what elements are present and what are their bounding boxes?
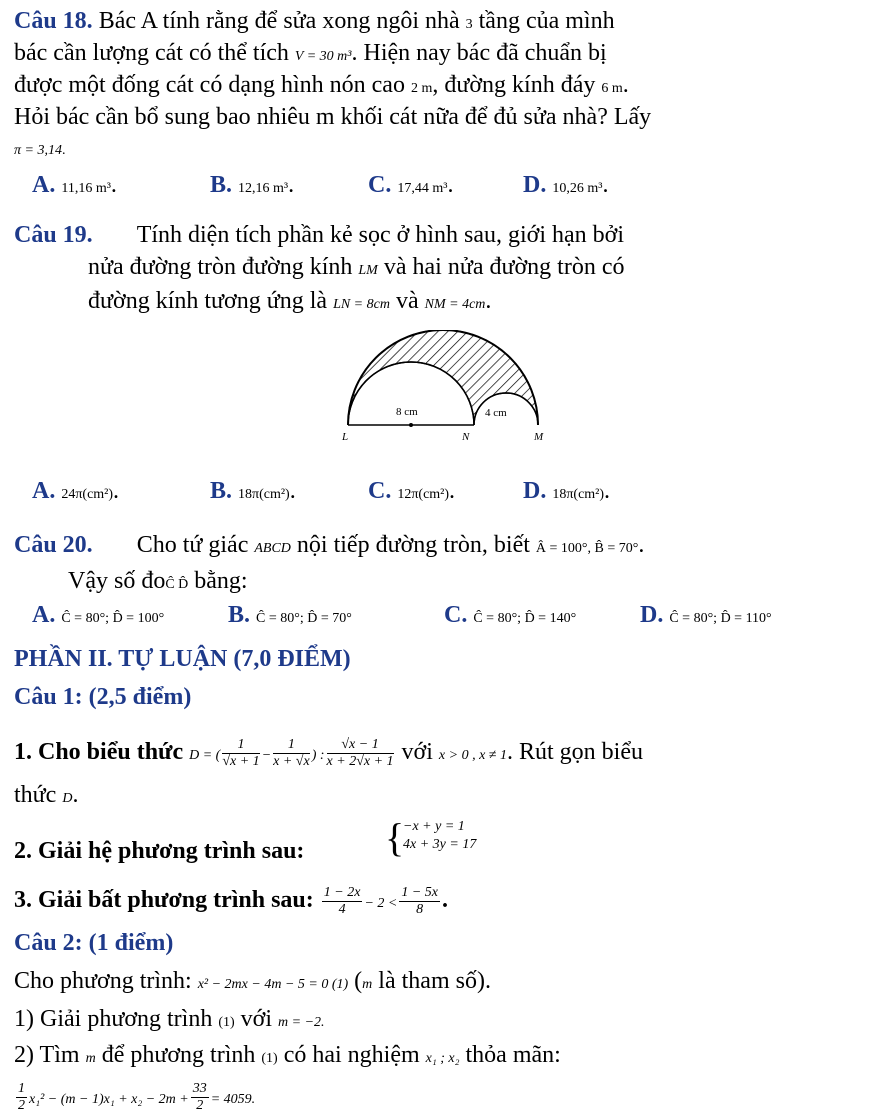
c1-condition: x > 0 , x ≠ 1 — [438, 748, 507, 763]
q19-ln: LN = 8cm — [333, 297, 390, 312]
c2-text-1c: là tham số). — [378, 968, 491, 994]
c1-p3-end: . — [442, 887, 449, 913]
c1-p1 — [14, 730, 643, 778]
c2-m: m — [362, 977, 373, 992]
q19-lm: LM — [358, 263, 378, 278]
q18-option-b[interactable]: B. 12,16 m³. — [210, 172, 295, 198]
q18-text-3c: . — [622, 72, 629, 98]
option-letter: C. — [444, 602, 468, 628]
q18-line3 — [14, 70, 629, 104]
option-letter: D. — [523, 172, 547, 198]
option-value: 12π(cm²) — [397, 487, 450, 502]
option-letter: A. — [32, 602, 56, 628]
label-8cm: 8 cm — [396, 406, 418, 418]
c2-text-3c: có hai nghiệm — [283, 1042, 420, 1068]
option-letter: A. — [32, 478, 56, 504]
c1-p3 — [14, 878, 448, 926]
c1-with: với — [401, 739, 433, 765]
option-value: 17,44 m³ — [397, 181, 448, 196]
q19-figure — [330, 330, 560, 445]
c2-cond-mid: x₁² − (m − 1)x₁ + x₂ − 2m + — [29, 1092, 189, 1107]
q20-option-d[interactable] — [640, 600, 772, 634]
c2-text-2b: với — [240, 1006, 273, 1032]
c2-frac-1-den: 2 — [18, 1097, 25, 1113]
ineq-frac-1-den: 4 — [338, 901, 346, 917]
option-value: 12,16 m³ — [238, 181, 289, 196]
q18-line4: Hỏi bác cần bổ sung bao nhiêu m khối cát nữa để đủ sửa nhà? Lấy — [14, 104, 652, 130]
eq1: −x + y = 1 — [403, 819, 465, 834]
q20-option-a[interactable] — [32, 600, 164, 634]
minus: − — [261, 748, 272, 763]
label-L: L — [342, 431, 349, 443]
c1-dvar: D — [62, 791, 73, 806]
q18-text-2b: . Hiện nay bác đã chuẩn bị — [351, 40, 607, 66]
q19-nm: NM = 4cm — [424, 297, 486, 312]
c2-text-2: 1) Giải phương trình — [14, 1006, 213, 1032]
brace-icon: { — [385, 815, 405, 860]
c2-eq-ref-2: (1) — [261, 1051, 278, 1066]
q19-text-2: nửa đường tròn đường kính — [88, 254, 353, 280]
c2-frac-2-den: 2 — [196, 1097, 204, 1113]
q20-text-1b: nội tiếp đường tròn, biết — [296, 532, 530, 558]
q19-option-a[interactable]: A. 24π(cm²). — [32, 478, 120, 504]
part2-heading: PHẦN II. TỰ LUẬN (7,0 ĐIỂM) — [14, 646, 351, 672]
label-N: N — [462, 431, 470, 443]
option-value: 24π(cm²) — [61, 487, 114, 502]
q18-option-a[interactable]: A. 11,16 m³. — [32, 172, 117, 198]
q18-text-3b: , đường kính đáy — [432, 72, 596, 98]
option-letter: D. — [640, 602, 664, 628]
option-value: 10,26 m³ — [552, 181, 603, 196]
ineq-frac-1 — [322, 885, 363, 918]
c2-equation: x² − 2mx − 4m − 5 = 0 (1) — [197, 977, 349, 992]
q20-text-2: Vậy số đo — [68, 568, 166, 594]
q18-line1 — [14, 6, 615, 40]
q20-text-1: Cho tứ giác — [136, 532, 249, 558]
angle-cd-icon: Ĉ D̂ — [165, 577, 189, 592]
c2-frac-1-num: 1 — [18, 1080, 25, 1096]
c2-eq-ref: (1) — [218, 1015, 235, 1030]
q19-text-1: Tính diện tích phần kẻ sọc ở hình sau, giới hạn bởi — [136, 222, 625, 248]
c2-line1 — [14, 966, 491, 1000]
c1-p1d: thức — [14, 782, 57, 808]
option-value: Ĉ = 80°; D̂ = 70° — [256, 611, 352, 626]
option-value: 18π(cm²) — [238, 487, 290, 502]
c1-p2 — [14, 836, 304, 866]
c1-p1e: . — [72, 782, 79, 808]
frac-1-den: √x + 1 — [222, 753, 260, 769]
option-letter: C. — [368, 478, 392, 504]
q18-line2 — [14, 38, 607, 72]
q20-line2 — [68, 566, 248, 600]
q19-option-c[interactable]: C. 12π(cm²). — [368, 478, 456, 504]
c2-mval: m = −2. — [278, 1015, 325, 1030]
q18-text-1b: tầng của mình — [478, 8, 615, 34]
q18-option-d[interactable]: D. 10,26 m³. — [523, 172, 609, 198]
q18-text-3: được một đống cát có dạng hình nón cao — [14, 72, 405, 98]
q20-option-c[interactable] — [444, 600, 576, 634]
q19-text-3: đường kính tương ứng là — [88, 288, 328, 314]
c2-text-3: 2) Tìm — [14, 1042, 80, 1068]
q19-text-2b: và hai nửa đường tròn có — [383, 254, 625, 280]
q20-line1: Câu 20. Cho tứ giác ABCD nội tiếp đường tròn, biết Â = 100°, B̂ = 70°. — [14, 532, 645, 558]
c2-cond-end: = 4059. — [210, 1092, 256, 1107]
q19-line1 — [14, 220, 624, 250]
q19-and: và — [395, 288, 419, 314]
ineq-frac-2-den: 8 — [416, 901, 424, 917]
option-letter: A. — [32, 172, 56, 198]
q18-label: Câu 18. — [14, 8, 93, 34]
q19-option-d[interactable]: D. 18π(cm²). — [523, 478, 611, 504]
q19-option-b[interactable]: B. 18π(cm²). — [210, 478, 296, 504]
label-4cm: 4 cm — [485, 407, 507, 419]
c1-p3-text: 3. Giải bất phương trình sau: — [14, 887, 314, 913]
q18-floors: 3 — [465, 17, 473, 32]
shaded-region — [348, 330, 538, 425]
q19-line2 — [88, 252, 625, 286]
option-value: Ĉ = 80°; D̂ = 110° — [669, 611, 772, 626]
c2-line3 — [14, 1040, 561, 1074]
c2-m-2: m — [85, 1051, 96, 1066]
c2-text-3b: để phương trình — [101, 1042, 256, 1068]
center-dot — [409, 423, 413, 427]
c1-p2-text: 2. Giải hệ phương trình sau: — [14, 838, 305, 864]
c2-frac-2 — [191, 1081, 209, 1114]
q19-line3: đường kính tương ứng là LN = 8cm và NM = 4cm. — [88, 288, 492, 314]
ineq-frac-2 — [399, 885, 440, 918]
c1-p1-line2 — [14, 780, 78, 814]
option-letter: B. — [210, 172, 233, 198]
c2-text-3d: thỏa mãn: — [465, 1042, 561, 1068]
frac-1 — [222, 737, 259, 770]
q20-given: Â = 100°, B̂ = 70° — [535, 541, 639, 556]
q19-label: Câu 19. — [14, 222, 93, 248]
frac-2-num: 1 — [273, 737, 310, 754]
q20-label: Câu 20. — [14, 532, 93, 558]
eq2: 4x + 3y = 17 — [403, 837, 477, 852]
frac-1-num: 1 — [222, 737, 259, 754]
c1-p1-text: 1. Cho biểu thức — [14, 739, 184, 765]
option-value: Ĉ = 80°; D̂ = 140° — [473, 611, 577, 626]
ineq-frac-2-num: 1 − 5x — [401, 884, 439, 900]
c1-heading: Câu 1: (2,5 điểm) — [14, 684, 192, 710]
option-value: Ĉ = 80°; D̂ = 100° — [61, 611, 165, 626]
c2-line2 — [14, 1004, 325, 1038]
q18-option-c[interactable]: C. 17,44 m³. — [368, 172, 454, 198]
q18-pi-value: π = 3,14 — [14, 143, 62, 158]
c2-heading: Câu 2: (1 điểm) — [14, 930, 174, 956]
expr-lhs: D = ( — [189, 748, 221, 763]
c2-text-1: Cho phương trình: — [14, 968, 192, 994]
ineq-frac-1-num: 1 − 2x — [323, 884, 361, 900]
c2-roots: x₁ ; x₂ — [425, 1051, 460, 1066]
option-letter: D. — [523, 478, 547, 504]
q18-text-1: Bác A tính rằng để sửa xong ngôi nhà — [98, 8, 460, 34]
q20-abcd: ABCD — [254, 541, 291, 556]
system — [385, 815, 477, 860]
q20-option-b[interactable] — [228, 600, 352, 634]
frac-3-num: √x − 1 — [327, 737, 394, 754]
c2-frac-1 — [16, 1081, 27, 1114]
q20-text-2b: bằng: — [194, 568, 248, 594]
c2-frac-2-num: 33 — [192, 1080, 207, 1096]
ineq-mid: − 2 < — [364, 896, 398, 911]
option-value: 11,16 m³ — [61, 181, 111, 196]
q18-text-2: bác cần lượng cát có thể tích — [14, 40, 289, 66]
option-value: 18π(cm²) — [552, 487, 605, 502]
option-letter: C. — [368, 172, 392, 198]
q18-pi: π = 3,14. — [14, 143, 66, 158]
label-M: M — [534, 431, 544, 443]
frac-3 — [327, 737, 394, 770]
q18-diameter: 6 m — [601, 81, 623, 96]
expr-mid: ) : — [311, 748, 325, 763]
option-letter: B. — [210, 478, 233, 504]
q18-height: 2 m — [410, 81, 433, 96]
c1-p1-end: . Rút gọn biểu — [506, 739, 643, 765]
frac-2 — [273, 737, 310, 770]
q18-volume: V = 30 m³ — [294, 49, 352, 64]
frac-3-den: x + 2√x + 1 — [326, 753, 394, 769]
c2-paren: ( — [354, 968, 363, 994]
option-letter: B. — [228, 602, 251, 628]
c2-condition — [14, 1076, 255, 1120]
frac-2-den: x + √x — [273, 753, 310, 769]
